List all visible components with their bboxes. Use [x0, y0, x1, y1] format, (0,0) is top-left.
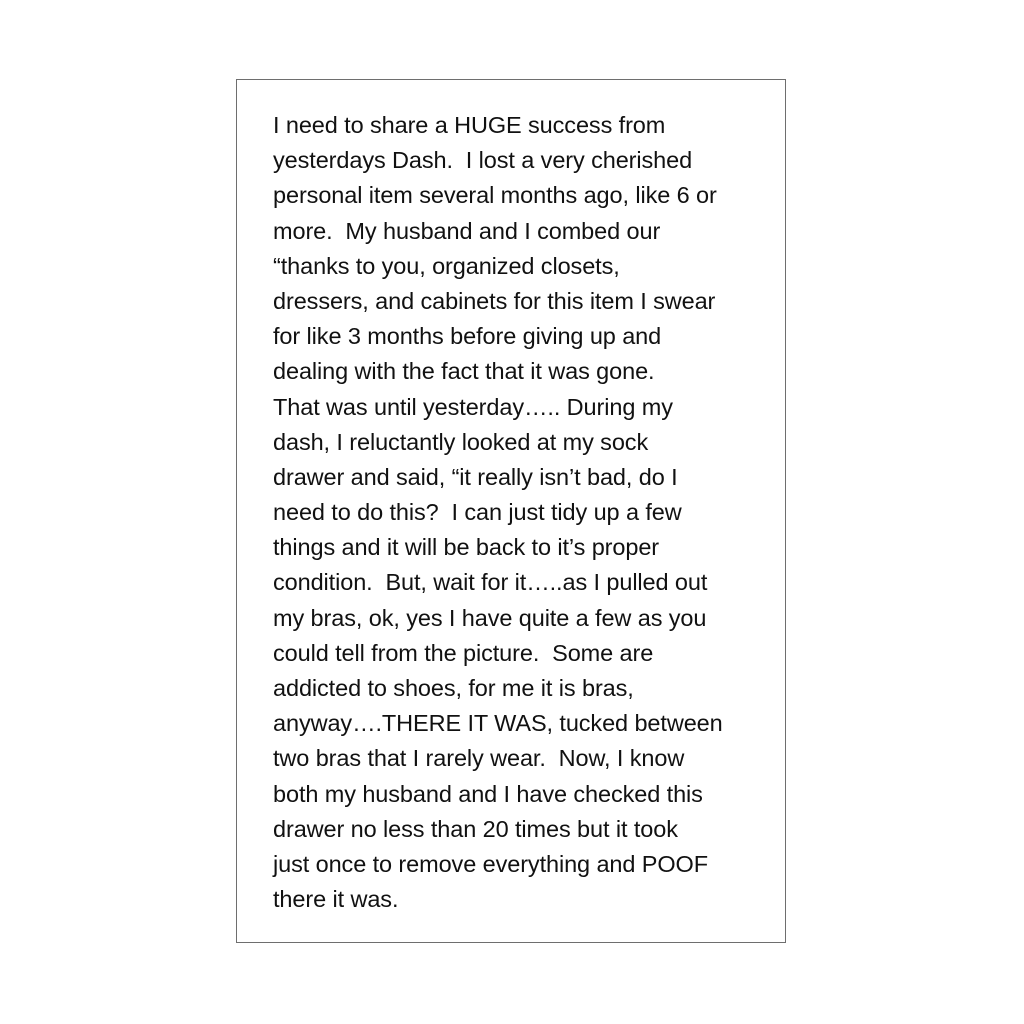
- text-line: I need to share a HUGE success from: [273, 112, 666, 138]
- text-line: just once to remove everything and POOF: [273, 850, 708, 877]
- text-line: things and it will be back to it’s proper: [273, 534, 660, 561]
- text-line: drawer and said, “it really isn’t bad, do I: [273, 463, 678, 490]
- text-line: dash, I reluctantly looked at my sock: [273, 428, 649, 455]
- text-line: there it was.: [273, 886, 399, 913]
- text-line: “thanks to you, organized closets,: [273, 252, 620, 279]
- text-line: anyway….THERE IT WAS, tucked between: [273, 710, 723, 737]
- text-line: drawer no less than 20 times but it took: [273, 815, 678, 842]
- text-line: yesterdays Dash. I lost a very cherished: [273, 147, 693, 174]
- text-line: more. My husband and I combed our: [273, 217, 661, 244]
- text-line: my bras, ok, yes I have quite a few as you: [273, 604, 707, 631]
- text-line: for like 3 months before giving up and: [273, 323, 662, 350]
- post-text: [273, 108, 773, 917]
- text-line: dealing with the fact that it was gone.: [273, 358, 655, 385]
- text-line: That was until yesterday….. During my: [273, 393, 673, 420]
- text-card: [236, 79, 786, 943]
- text-line: addicted to shoes, for me it is bras,: [273, 675, 634, 701]
- text-line: both my husband and I have checked this: [273, 780, 703, 807]
- text-line: need to do this? I can just tidy up a few: [273, 499, 682, 526]
- text-line: dressers, and cabinets for this item I swear: [273, 287, 716, 314]
- text-line: condition. But, wait for it…..as I pulled out: [273, 569, 708, 596]
- text-line: could tell from the picture. Some are: [273, 639, 654, 666]
- text-line: personal item several months ago, like 6 or: [273, 182, 717, 209]
- text-line: two bras that I rarely wear. Now, I know: [273, 745, 685, 772]
